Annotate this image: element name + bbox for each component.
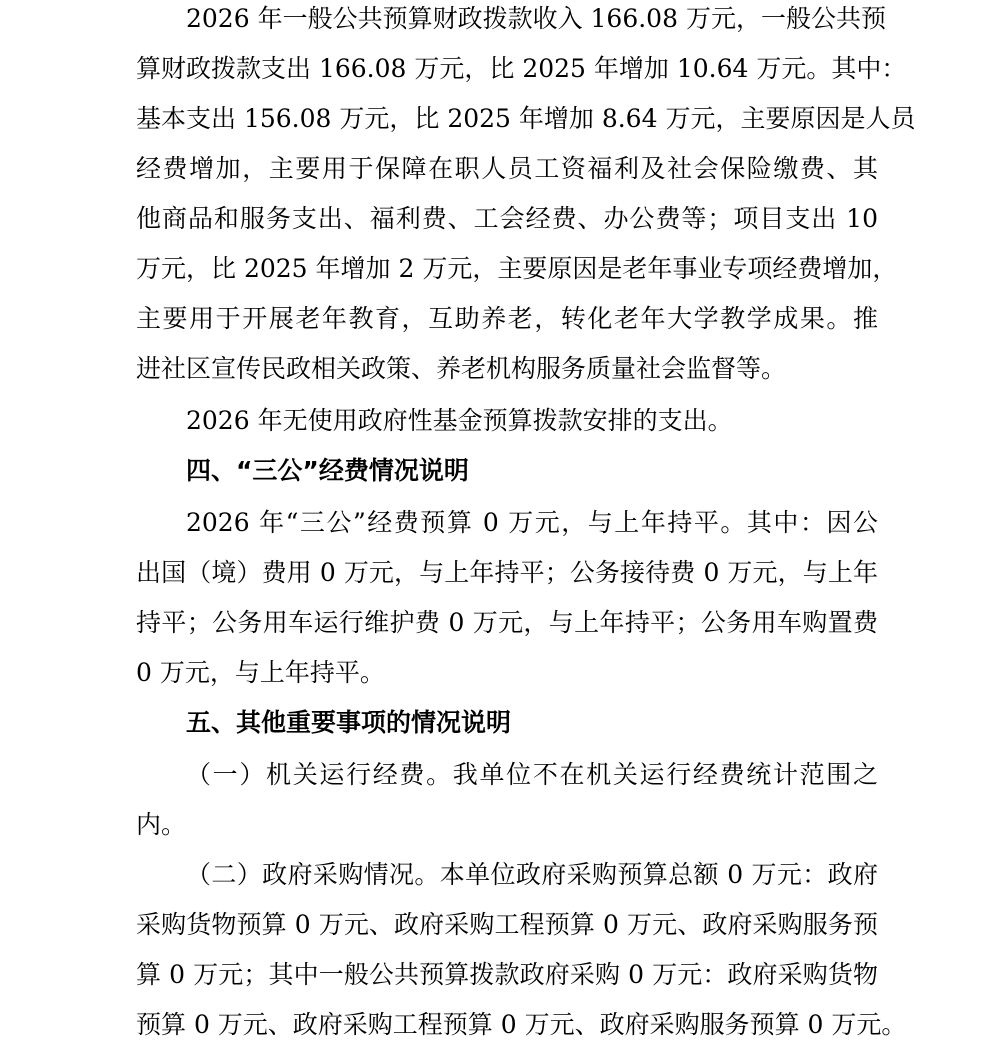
section-heading-three-public-expenses: 四、“三公”经费情况说明: [186, 456, 469, 485]
paragraph-budget-line-6: 万元，比 2025 年增加 2 万元，主要原因是老年事业专项经费增加，: [136, 254, 898, 283]
paragraph-budget-line-7: 主要用于开展老年教育，互助养老，转化老年大学教学成果。推: [136, 304, 878, 333]
paragraph-procurement-line-1: （二）政府采购情况。本单位政府采购预算总额 0 万元：政府: [186, 860, 878, 889]
section-heading-other-matters: 五、其他重要事项的情况说明: [186, 708, 512, 737]
paragraph-budget-line-4: 经费增加，主要用于保障在职人员工资福利及社会保险缴费、其: [136, 154, 878, 183]
paragraph-procurement-line-2: 采购货物预算 0 万元、政府采购工程预算 0 万元、政府采购服务预: [136, 910, 878, 939]
paragraph-three-public-line-1: 2026 年“三公”经费预算 0 万元，与上年持平。其中：因公: [186, 508, 878, 537]
paragraph-budget-line-1: 2026 年一般公共预算财政拨款收入 166.08 万元，一般公共预: [186, 4, 886, 33]
paragraph-fund-line-1: 2026 年无使用政府性基金预算拨款安排的支出。: [186, 406, 733, 435]
paragraph-procurement-line-3: 算 0 万元；其中一般公共预算拨款政府采购 0 万元：政府采购货物: [136, 960, 878, 989]
paragraph-three-public-line-2: 出国（境）费用 0 万元，与上年持平；公务接待费 0 万元，与上年: [136, 558, 878, 587]
paragraph-operating-expenses-line-2: 内。: [136, 810, 187, 839]
paragraph-procurement-line-4: 预算 0 万元、政府采购工程预算 0 万元、政府采购服务预算 0 万元。: [136, 1010, 907, 1039]
paragraph-three-public-line-3: 持平；公务用车运行维护费 0 万元，与上年持平；公务用车购置费: [136, 608, 878, 637]
paragraph-budget-line-5: 他商品和服务支出、福利费、工会经费、办公费等；项目支出 10: [136, 204, 878, 233]
paragraph-operating-expenses-line-1: （一）机关运行经费。我单位不在机关运行经费统计范围之: [186, 760, 878, 789]
paragraph-budget-line-2: 算财政拨款支出 166.08 万元，比 2025 年增加 10.64 万元。其中：: [136, 54, 907, 83]
paragraph-three-public-line-4: 0 万元，与上年持平。: [136, 658, 385, 687]
paragraph-budget-line-8: 进社区宣传民政相关政策、养老机构服务质量社会监督等。: [136, 354, 787, 383]
paragraph-budget-line-3: 基本支出 156.08 万元，比 2025 年增加 8.64 万元，主要原因是人员: [136, 104, 916, 133]
